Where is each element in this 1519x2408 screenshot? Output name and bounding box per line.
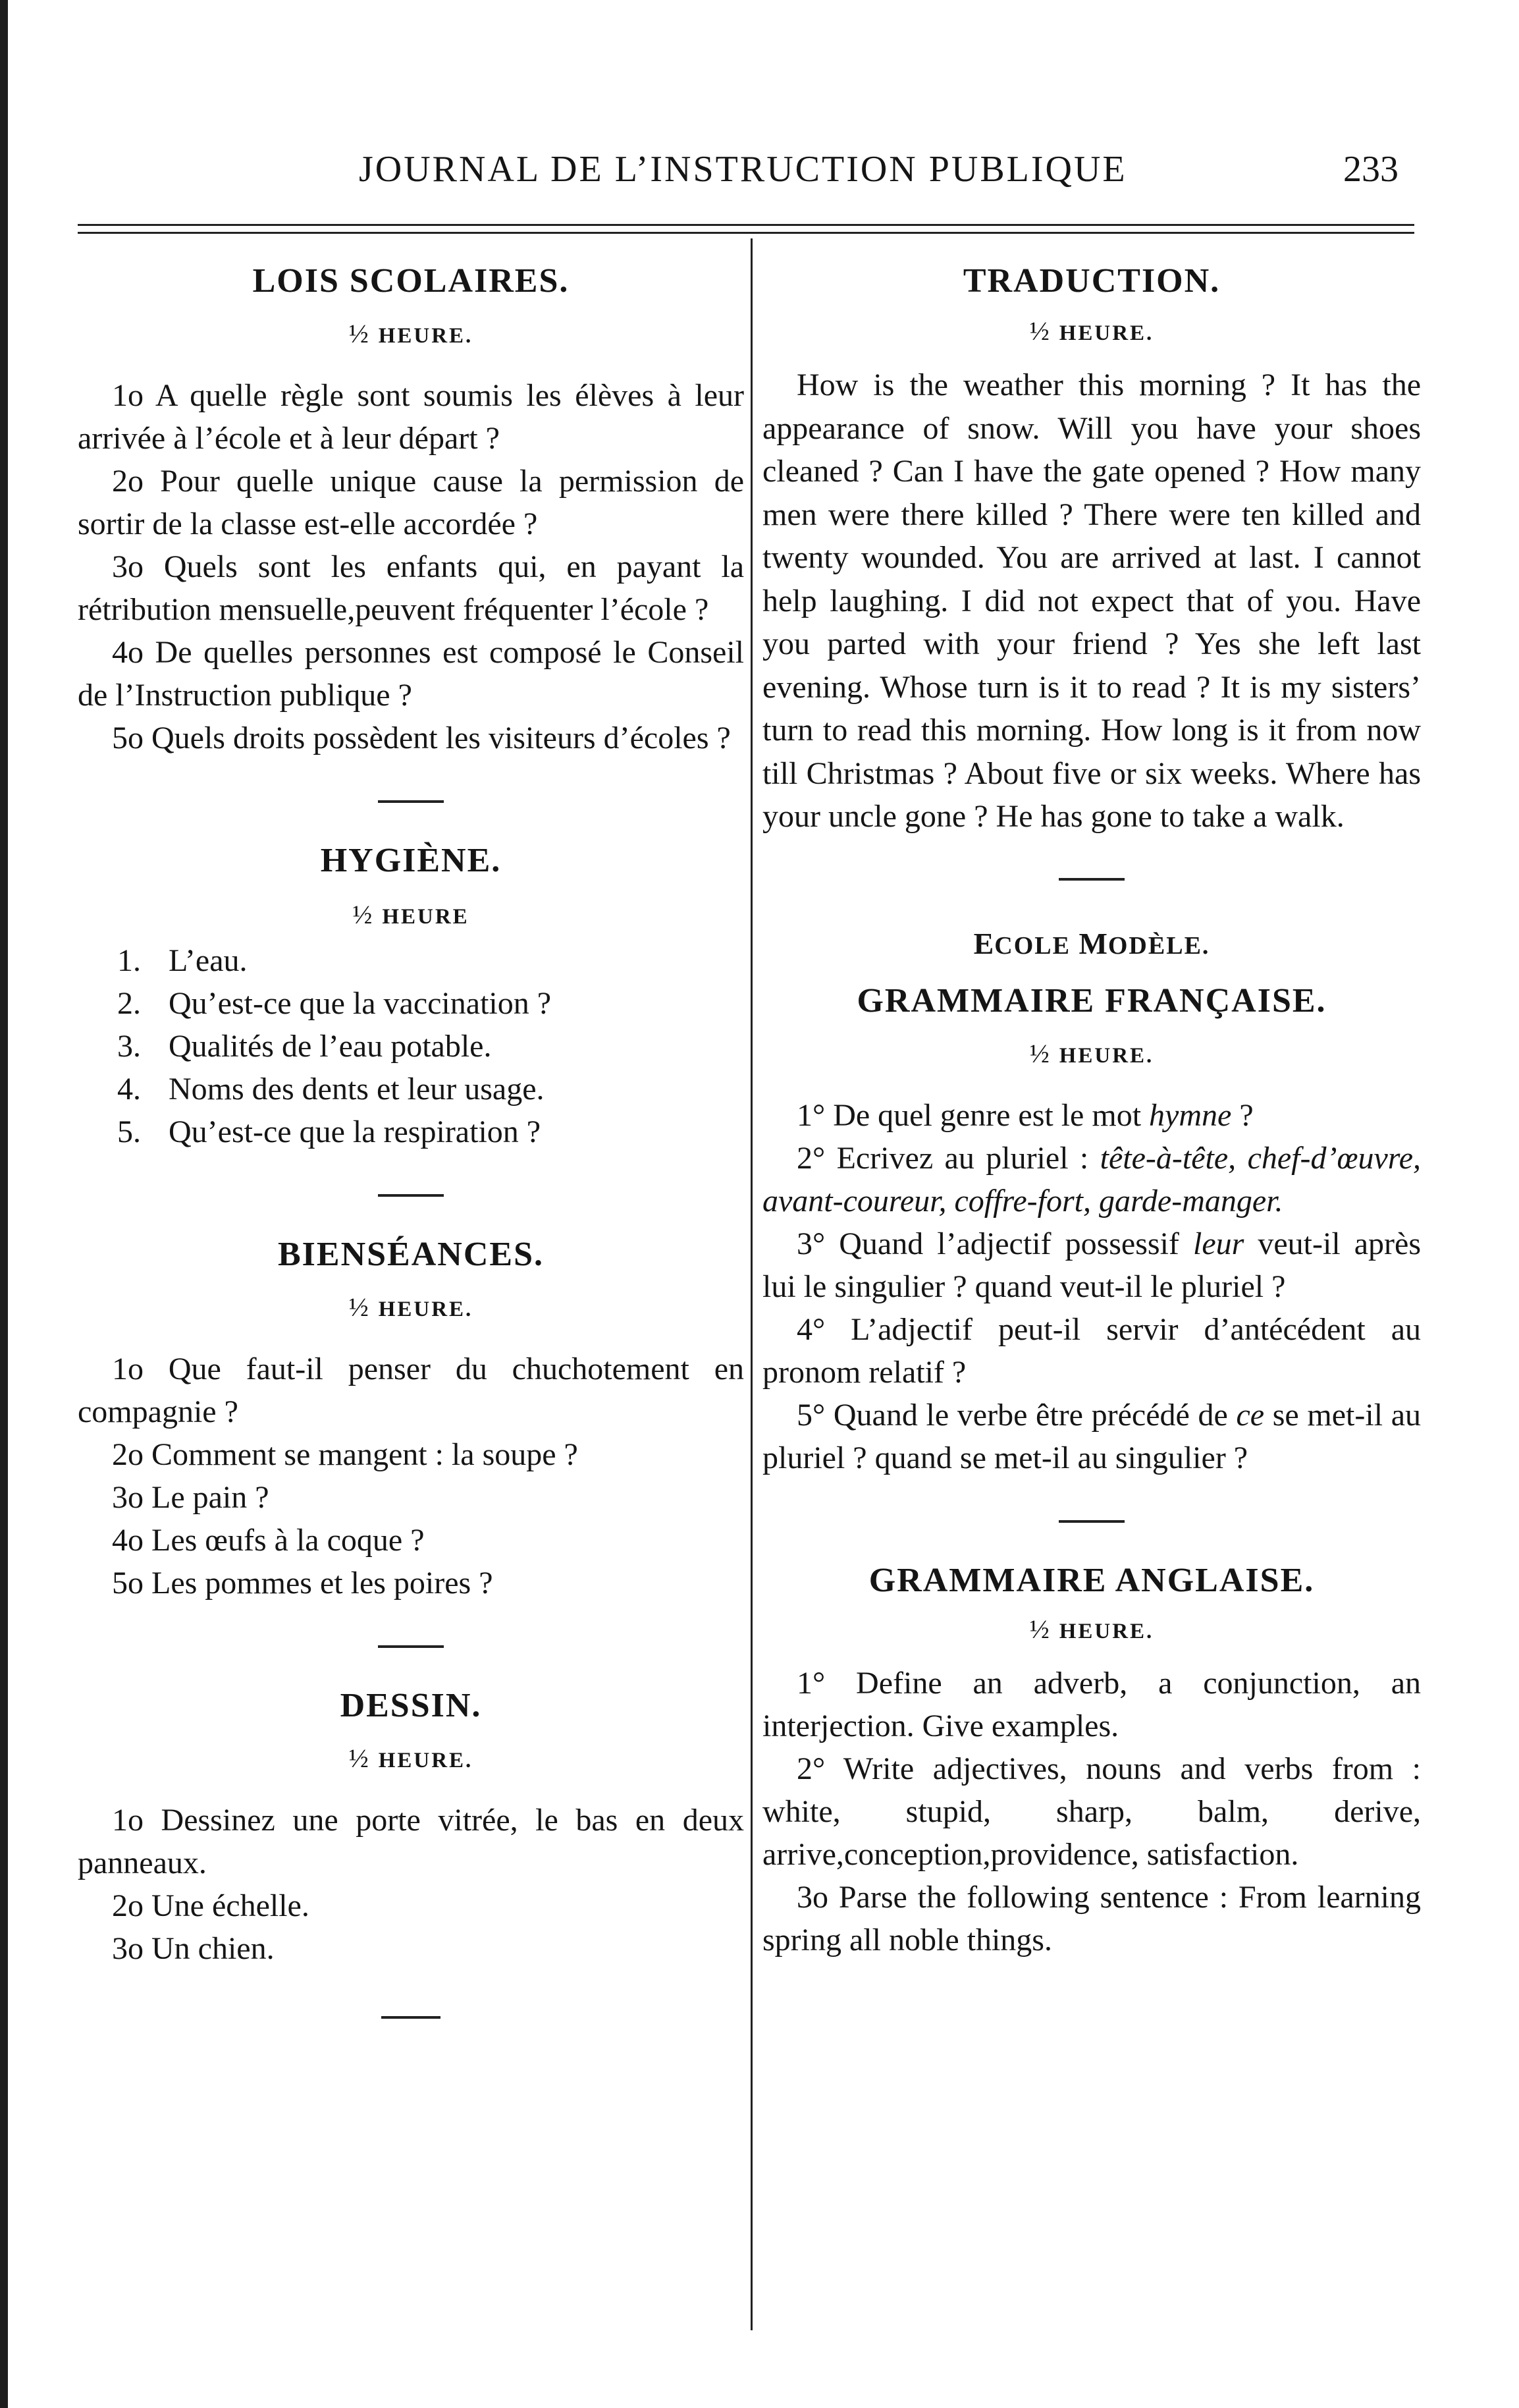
question-4: 4° L’adjectif peut-il servir d’antécédent au pronom relatif ? <box>762 1311 1421 1390</box>
right-column <box>762 260 1421 1961</box>
duration-label: ½ HEURE. <box>1029 316 1154 346</box>
section-title: LOIS SCOLAIRES. <box>252 262 570 300</box>
section-separator <box>381 2016 440 2019</box>
section-title: TRADUCTION. <box>963 262 1221 300</box>
list-item: 1. L’eau. <box>117 943 248 978</box>
list-item: 2. Qu’est-ce que la vaccination ? <box>117 986 552 1021</box>
question-5: 5° Quand le verbe être précédé de ce se met-il au pluriel ? quand se met-il au singulier ? <box>762 1397 1422 1475</box>
section-bienseances <box>78 1234 744 1604</box>
question-1: 1o Que faut-il penser du chuchotement en compagnie ? <box>78 1352 744 1429</box>
question-5: 5o Quels droits possèdent les visiteurs d’écoles ? <box>112 721 731 755</box>
question-2: 2o Une échelle. <box>112 1888 309 1923</box>
section-grammaire-anglaise <box>762 1560 1421 1961</box>
question-4: 4o Les œufs à la coque ? <box>112 1523 425 1558</box>
section-traduction <box>762 260 1421 838</box>
question-3: 3o Un chien. <box>112 1931 275 1966</box>
duration-label: ½ HEURE. <box>348 1743 473 1773</box>
section-separator <box>378 1645 444 1648</box>
section-separator <box>1059 1520 1125 1523</box>
column-divider <box>751 238 753 2330</box>
translation-passage: How is the weather this morning ? It has the appearance of snow. Will you have your shoes cleaned ? Can I have the gate opened ? How many men were there killed ? There were ten killed and twenty wounded. You are arrived at last. I cannot help laughing. I did not expect that of you. Have you parted with your friend ? Yes she left last evening. Whose turn is it to read ? It is my sisters’ turn to read this morning. How long is it from now till Christmas ? About five or six weeks. Where has your uncle gone ? He has gone to take a walk. <box>762 368 1421 834</box>
section-ecole-modele <box>762 925 1421 964</box>
section-title: BIENSÉANCES. <box>277 1236 545 1273</box>
section-grammaire-francaise <box>762 980 1421 1479</box>
journal-title: JOURNAL DE L’INSTRUCTION PUBLIQUE <box>359 149 1127 190</box>
section-title: DESSIN. <box>340 1687 482 1724</box>
section-lois-scolaires <box>78 260 744 759</box>
question-3: 3o Quels sont les enfants qui, en payant la rétribution mensuelle,peuvent fréquenter l’école ? <box>78 549 744 627</box>
page-number: 233 <box>1343 149 1399 190</box>
section-title: GRAMMAIRE FRANÇAISE. <box>857 981 1327 1020</box>
running-head <box>0 148 1519 194</box>
left-column <box>78 260 744 2060</box>
header-rule-bottom <box>78 232 1414 234</box>
duration-label: ½ HEURE. <box>348 319 473 348</box>
question-4: 4o De quelles personnes est composé le Conseil de l’Instruction publique ? <box>78 635 744 713</box>
question-1: 1o A quelle règle sont soumis les élèves à leur arrivée à l’école et à leur départ ? <box>78 378 744 456</box>
question-2: 2° Ecrivez au pluriel : tête-à-tête, chef-d’œuvre, avant-coureur, coffre-fort, garde-manger. <box>762 1140 1421 1218</box>
list-item: 3. Qualités de l’eau potable. <box>117 1029 492 1064</box>
question-2: 2° Write adjectives, nouns and verbs from : white, stupid, sharp, balm, derive, arrive,conception,providence, satisfaction. <box>762 1751 1421 1872</box>
question-3: 3o Le pain ? <box>112 1480 269 1515</box>
duration-label: ½ HEURE. <box>348 1292 473 1322</box>
list-item: 4. Noms des dents et leur usage. <box>117 1072 545 1107</box>
section-dessin <box>78 1685 744 1970</box>
list-item: 5. Qu’est-ce que la respiration ? <box>117 1114 541 1149</box>
duration-label: ½ HEURE <box>352 900 469 929</box>
section-title: GRAMMAIRE ANGLAISE. <box>868 1561 1315 1599</box>
header-rule-top <box>78 224 1414 226</box>
scan-edge-bar <box>0 0 8 2408</box>
section-title: ECOLE MODÈLE. <box>973 926 1210 960</box>
question-2: 2o Comment se mangent : la soupe ? <box>112 1437 578 1472</box>
section-title: HYGIÈNE. <box>320 842 502 879</box>
question-3: 3° Quand l’adjectif possessif leur veut-il après lui le singulier ? quand veut-il le pluriel ? <box>762 1226 1422 1304</box>
question-5: 5o Les pommes et les poires ? <box>112 1566 493 1601</box>
question-2: 2o Pour quelle unique cause la permission de sortir de la classe est-elle accordée ? <box>78 464 744 541</box>
question-1: 1° Define an adverb, a conjunction, an interjection. Give examples. <box>762 1665 1421 1743</box>
duration-label: ½ HEURE. <box>1029 1614 1154 1644</box>
duration-label: ½ HEURE. <box>1029 1038 1154 1068</box>
section-hygiene <box>78 840 744 1153</box>
section-separator <box>378 1194 444 1197</box>
question-3: 3o Parse the following sentence : From learning spring all noble things. <box>762 1879 1421 1957</box>
section-separator <box>1059 878 1125 881</box>
question-1: 1° De quel genre est le mot hymne ? <box>797 1097 1254 1133</box>
section-separator <box>378 800 444 803</box>
question-1: 1o Dessinez une porte vitrée, le bas en deux panneaux. <box>78 1803 744 1880</box>
